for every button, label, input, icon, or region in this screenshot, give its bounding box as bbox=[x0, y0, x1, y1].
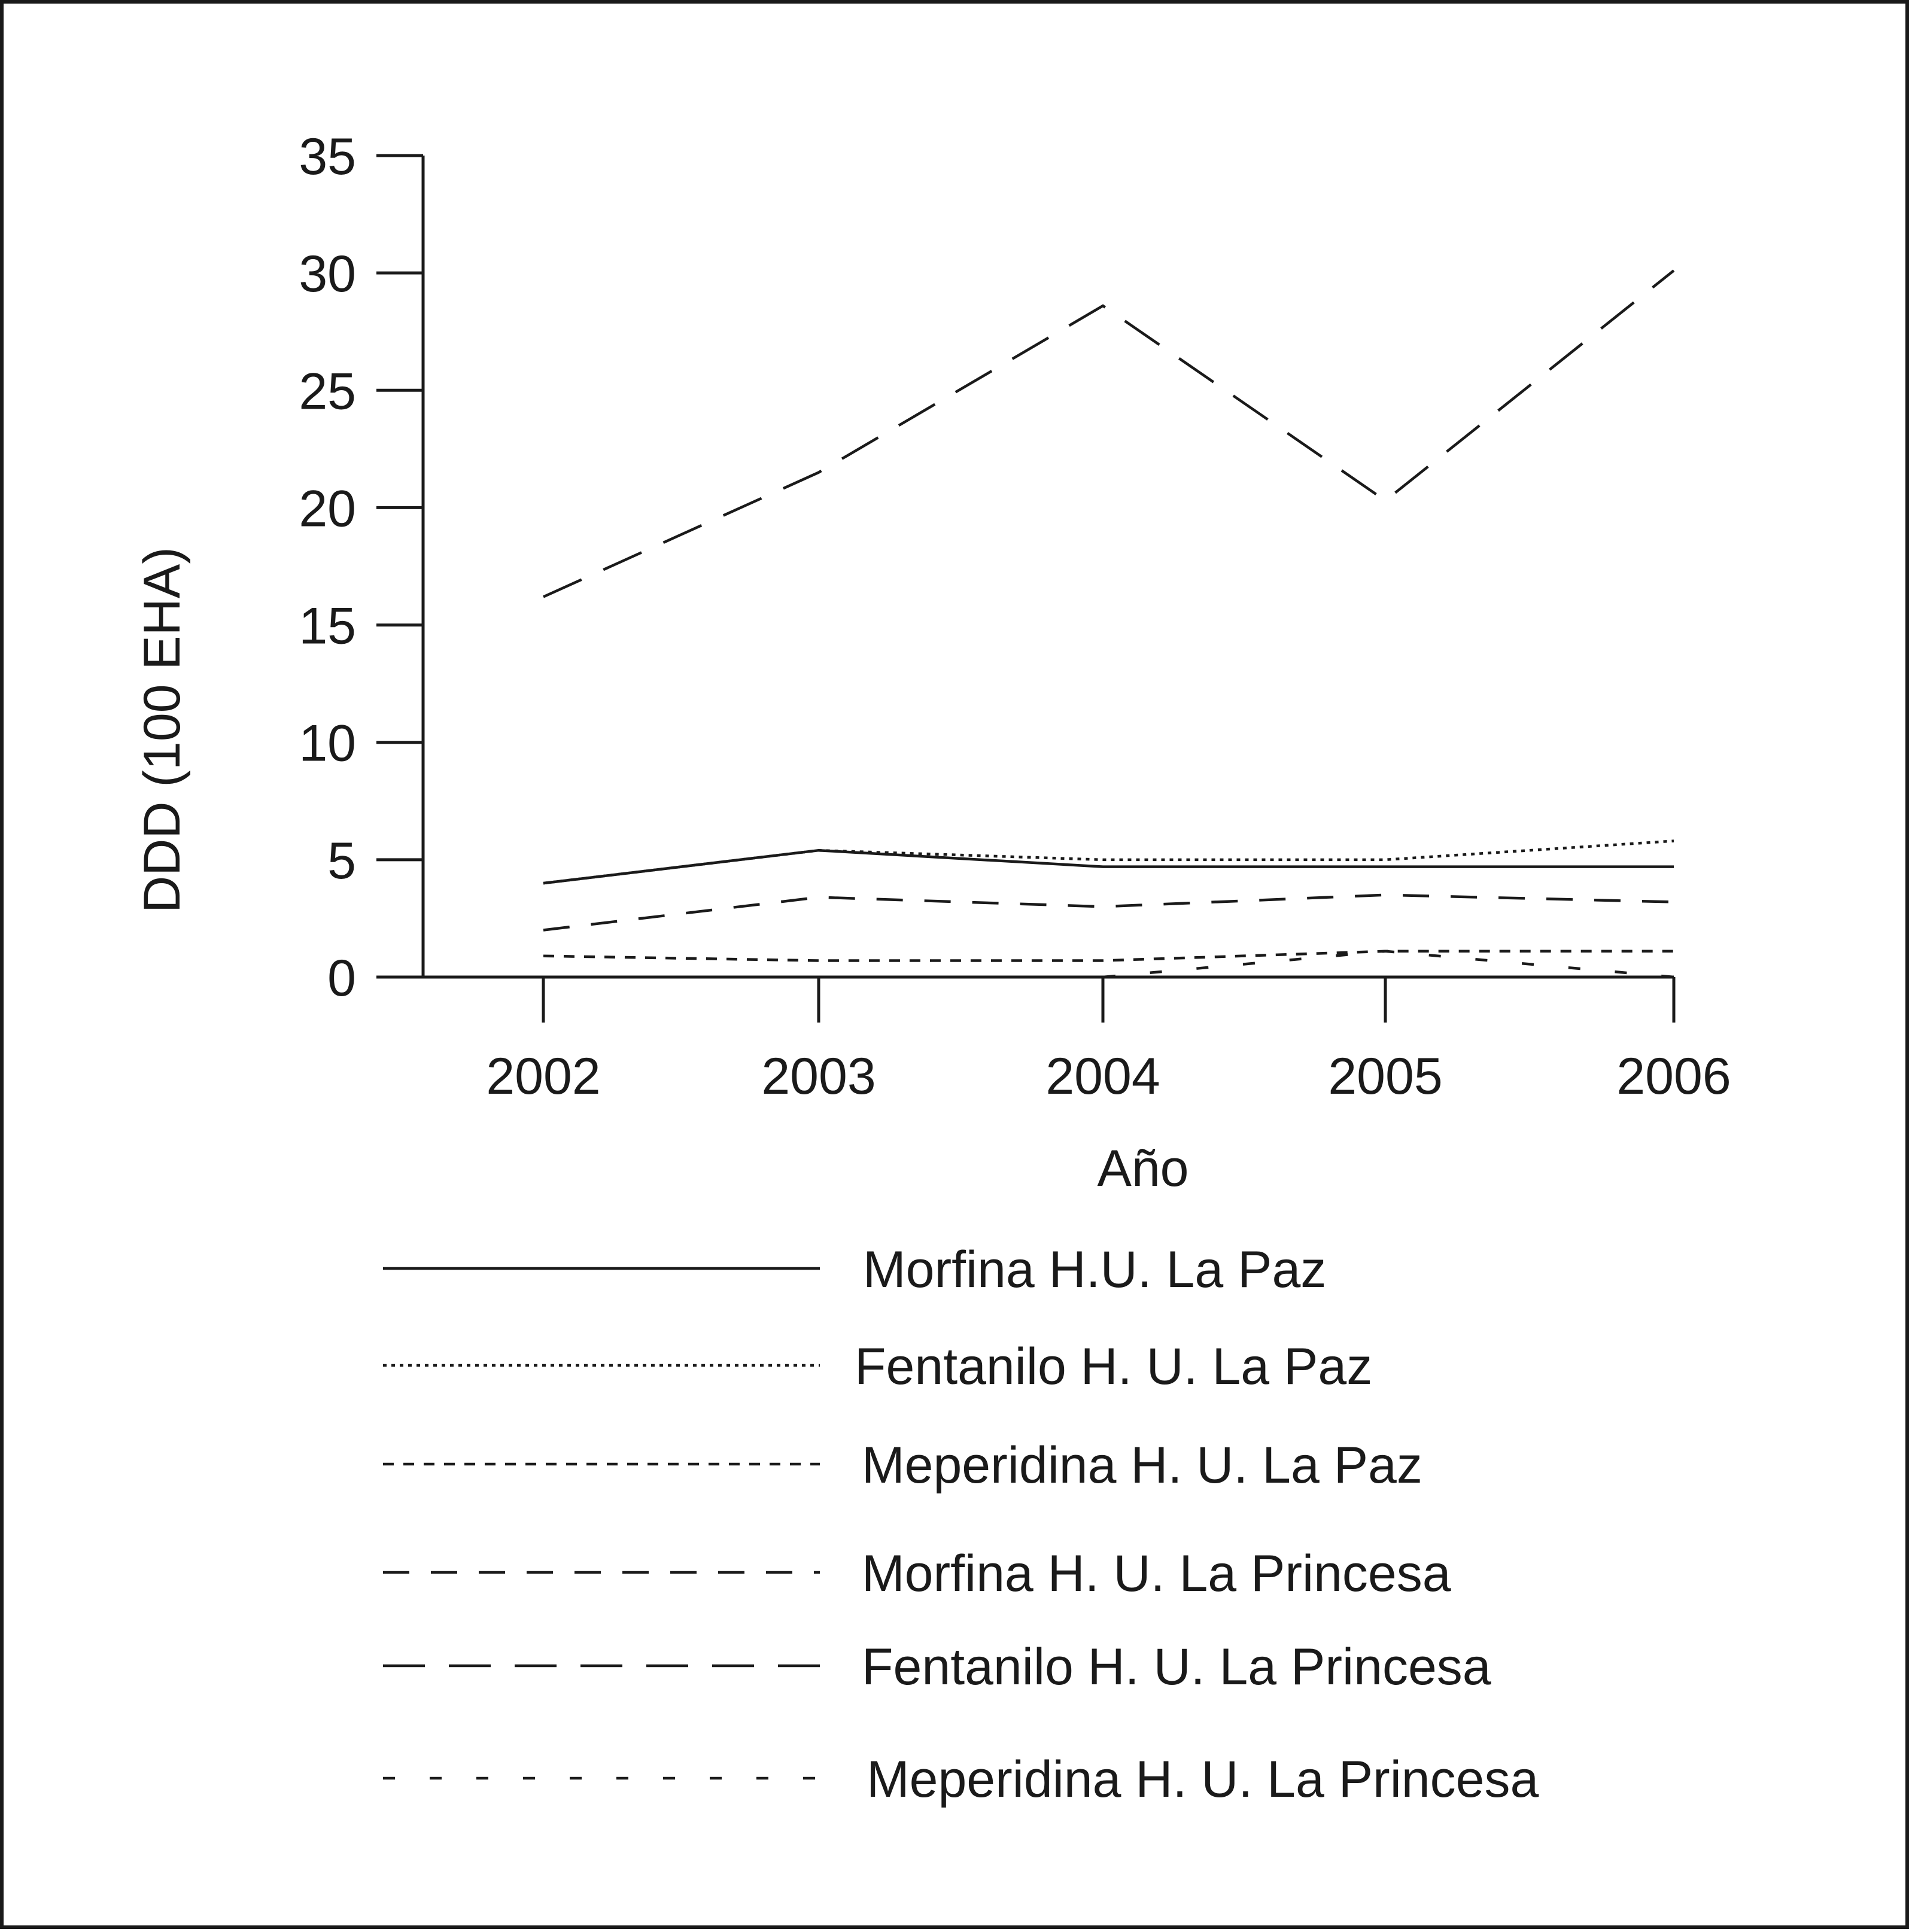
y-tick-label: 35 bbox=[299, 128, 356, 185]
data-point bbox=[1673, 950, 1676, 953]
data-point bbox=[1384, 858, 1387, 861]
y-axis-title: DDD (100 EHA) bbox=[133, 547, 191, 913]
legend-label: Meperidina H. U. La Princesa bbox=[867, 1751, 1539, 1808]
data-point bbox=[1384, 499, 1387, 502]
data-point bbox=[542, 954, 545, 957]
data-point bbox=[1673, 900, 1676, 903]
data-point bbox=[1102, 905, 1105, 908]
data-point bbox=[1384, 950, 1387, 953]
legend-label: Fentanilo H. U. La Paz bbox=[855, 1338, 1373, 1395]
legend-label: Morfina H. U. La Princesa bbox=[862, 1545, 1451, 1602]
legend-label: Meperidina H. U. La Paz bbox=[862, 1437, 1422, 1494]
data-point bbox=[542, 929, 545, 932]
y-tick-label: 0 bbox=[327, 950, 356, 1007]
data-point bbox=[1102, 858, 1105, 861]
legend-label: Fentanilo H. U. La Princesa bbox=[862, 1638, 1491, 1696]
data-point bbox=[817, 471, 820, 474]
data-point bbox=[1102, 865, 1105, 868]
data-point bbox=[542, 976, 545, 979]
x-tick-label: 2006 bbox=[1616, 1048, 1731, 1105]
data-point bbox=[817, 959, 820, 962]
x-tick-label: 2004 bbox=[1045, 1048, 1160, 1105]
y-tick-label: 10 bbox=[299, 714, 356, 772]
data-point bbox=[1673, 269, 1676, 272]
data-point bbox=[817, 849, 820, 852]
x-tick-label: 2005 bbox=[1328, 1048, 1443, 1105]
y-tick-label: 20 bbox=[299, 480, 356, 538]
legend-label: Morfina H.U. La Paz bbox=[863, 1241, 1327, 1298]
x-axis-title: Año bbox=[1097, 1140, 1189, 1197]
y-tick-label: 5 bbox=[327, 832, 356, 890]
data-point bbox=[817, 896, 820, 899]
data-point bbox=[1102, 305, 1105, 308]
y-tick-label: 25 bbox=[299, 363, 356, 421]
y-tick-label: 15 bbox=[299, 597, 356, 655]
data-point bbox=[1384, 893, 1387, 896]
data-point bbox=[1384, 865, 1387, 868]
data-point bbox=[1102, 976, 1105, 979]
data-point bbox=[1673, 865, 1676, 868]
data-point bbox=[542, 595, 545, 598]
data-point bbox=[1673, 976, 1676, 979]
data-point bbox=[1673, 839, 1676, 842]
x-tick-label: 2002 bbox=[486, 1048, 601, 1105]
data-point bbox=[1102, 959, 1105, 962]
data-point bbox=[542, 882, 545, 885]
data-point bbox=[817, 976, 820, 979]
x-tick-label: 2003 bbox=[761, 1048, 876, 1105]
y-tick-label: 30 bbox=[299, 245, 356, 303]
